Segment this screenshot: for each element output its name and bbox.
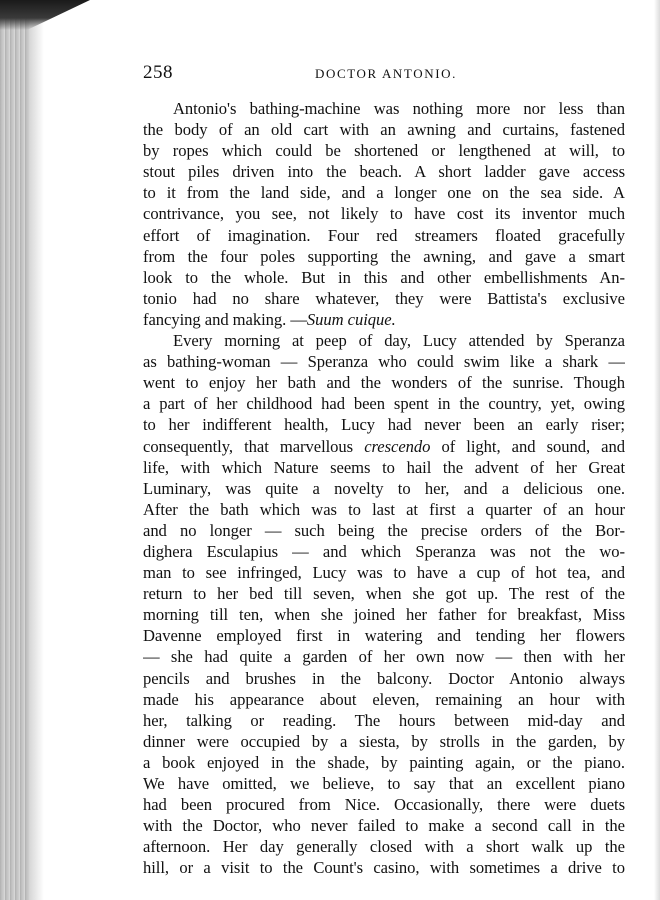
text-line: We have omitted, we believe, to say that an excellent piano	[143, 774, 625, 793]
scan-binding-gutter	[0, 0, 30, 900]
text-line: man to see infringed, Lucy was to have a cup of hot tea, and	[143, 563, 625, 583]
text-line: as bathing-woman — Speranza who could swim like a shark —	[143, 352, 625, 372]
italic-phrase: crescendo	[364, 436, 431, 456]
italic-phrase: Suum cuique.	[306, 309, 396, 329]
text-line: return to her bed till seven, when she got up. The rest of the	[143, 584, 625, 604]
paragraph-1	[143, 98, 625, 330]
body-text	[143, 98, 625, 878]
text-line: made his appearance about eleven, remaining an hour with	[143, 689, 625, 709]
text-line: Every morning at peep of day, Lucy attended by Speranza	[173, 331, 625, 351]
text-line: from the four poles supporting the awning, and gave a smart	[143, 246, 625, 266]
text-line: effort of imagination. Four red streamers floated gracefully	[143, 225, 625, 245]
text-line	[143, 309, 625, 330]
text-line: After the bath which was to last at first a quarter of an hour	[143, 499, 625, 519]
text-line: Davenne employed first in watering and tending her flowers	[143, 626, 625, 646]
text-segment: consequently, that marvellous	[143, 436, 365, 456]
text-line: to her indifferent health, Lucy had never been an early riser;	[143, 415, 625, 435]
text-line: a book enjoyed in the shade, by painting again, or the piano.	[143, 752, 625, 772]
page-header	[143, 62, 625, 84]
text-line: Antonio's bathing-machine was nothing more nor less than	[173, 99, 625, 118]
scan-gutter-fade	[30, 0, 44, 900]
text-line: and no longer — such being the precise orders of the Bor-	[143, 520, 625, 540]
text-line: pencils and brushes in the balcony. Doctor Antonio always	[143, 668, 625, 688]
text-line: by ropes which could be shortened or lengthened at will, to	[143, 141, 625, 161]
page-number: 258	[143, 62, 173, 83]
text-line: to it from the land side, and a longer one on the sea side. A	[143, 183, 625, 203]
text-line: dighera Esculapius — and which Speranza was not the wo-	[143, 541, 625, 561]
running-head: DOCTOR ANTONIO.	[315, 66, 457, 81]
text-line: stout piles driven into the beach. A short ladder gave access	[143, 162, 625, 182]
text-line: went to enjoy her bath and the wonders of the sunrise. Though	[143, 373, 625, 393]
text-segment: fancying and making. —	[143, 309, 307, 329]
text-line: afternoon. Her day generally closed with a short walk up the	[143, 837, 625, 857]
text-line: dinner were occupied by a siesta, by strolls in the garden, by	[143, 731, 625, 751]
scan-corner-shadow	[0, 0, 90, 30]
paragraph-2	[143, 330, 625, 878]
text-line: Luminary, was quite a novelty to her, and a delicious one.	[143, 478, 625, 498]
text-line: morning till ten, when she joined her father for breakfast, Miss	[143, 605, 625, 625]
text-line	[143, 436, 625, 457]
text-line: her, talking or reading. The hours between mid-day and	[143, 710, 625, 730]
text-line: tonio had no share whatever, they were Battista's exclusive	[143, 288, 625, 308]
text-line: a part of her childhood had been spent in the country, yet, owing	[143, 394, 625, 414]
text-line: had been procured from Nice. Occasionally, there were duets	[143, 795, 625, 815]
text-line: hill, or a visit to the Count's casino, with sometimes a drive to	[143, 858, 625, 878]
scan-right-edge	[654, 0, 660, 900]
text-line: contrivance, you see, not likely to have cost its inventor much	[143, 204, 625, 224]
text-line: look to the whole. But in this and other embellishments An-	[143, 267, 625, 287]
text-line: the body of an old cart with an awning and curtains, fastened	[143, 120, 625, 140]
text-line: with the Doctor, who never failed to make a second call in the	[143, 816, 625, 836]
text-line: — she had quite a garden of her own now — then with her	[143, 647, 625, 667]
text-segment: of light, and sound, and	[430, 436, 625, 456]
text-line: life, with which Nature seems to hail the advent of her Great	[143, 457, 625, 477]
